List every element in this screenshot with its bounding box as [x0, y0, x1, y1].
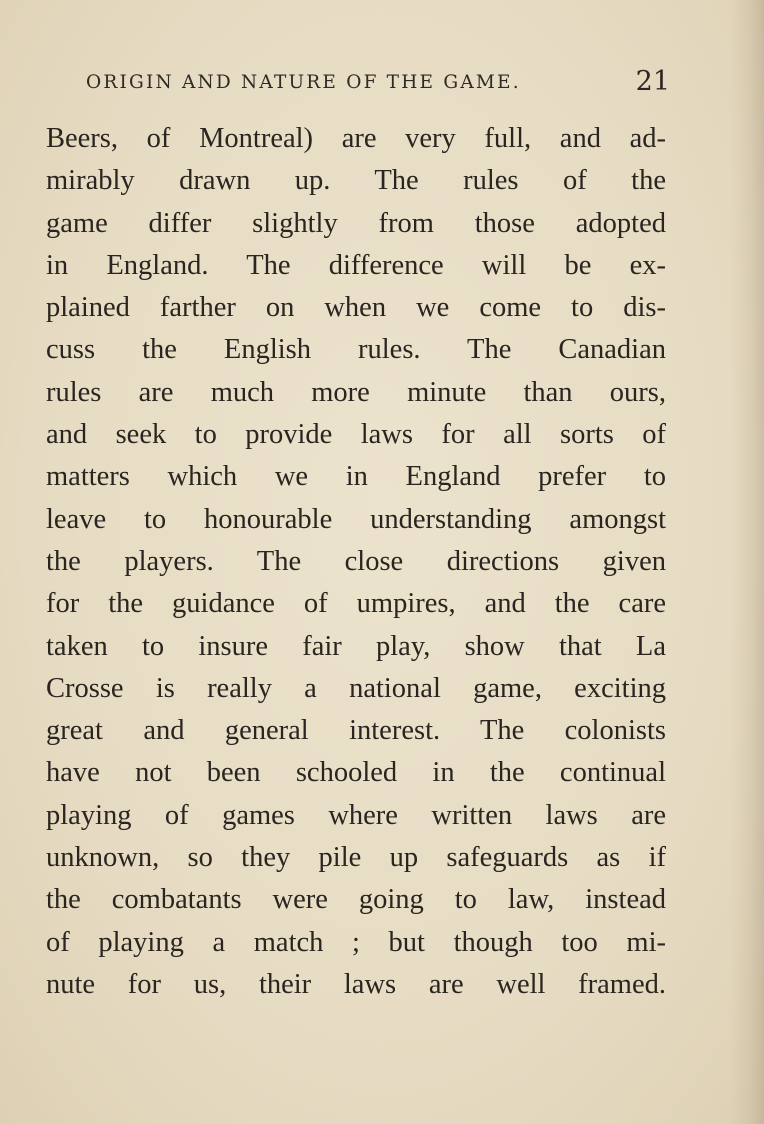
text-line: playing of games where written laws are	[46, 799, 666, 831]
page-edge-shadow	[730, 0, 764, 1124]
text-line: the combatants were going to law, instead	[46, 884, 666, 916]
text-line: matters which we in England prefer to	[46, 461, 666, 493]
text-line: leave to honourable understanding amongst	[46, 503, 666, 535]
text-line: have not been schooled in the continual	[46, 757, 666, 789]
text-line: Crosse is really a national game, exciting	[46, 672, 666, 704]
text-line: mirably drawn up. The rules of the	[46, 165, 666, 197]
text-line: of playing a match ; but though too mi-	[46, 926, 666, 958]
text-line: game differ slightly from those adopted	[46, 207, 666, 239]
text-line: in England. The difference will be ex-	[46, 249, 666, 281]
text-line: rules are much more minute than ours,	[46, 376, 666, 408]
text-line-last: nute for us, their laws are well framed.	[46, 968, 666, 1000]
running-head	[86, 66, 670, 106]
body-paragraph	[46, 118, 666, 1006]
running-title: ORIGIN AND NATURE OF THE GAME.	[86, 72, 521, 93]
text-line: cuss the English rules. The Canadian	[46, 334, 666, 366]
text-line: plained farther on when we come to dis-	[46, 292, 666, 324]
text-line: and seek to provide laws for all sorts of	[46, 419, 666, 451]
page-number: 21	[635, 66, 670, 97]
text-line: for the guidance of umpires, and the care	[46, 588, 666, 620]
text-line: unknown, so they pile up safeguards as if	[46, 842, 666, 874]
text-line: taken to insure fair play, show that La	[46, 630, 666, 662]
text-line: the players. The close directions given	[46, 545, 666, 577]
text-line: great and general interest. The colonists	[46, 715, 666, 747]
text-line: Beers, of Montreal) are very full, and ad-	[46, 123, 666, 154]
